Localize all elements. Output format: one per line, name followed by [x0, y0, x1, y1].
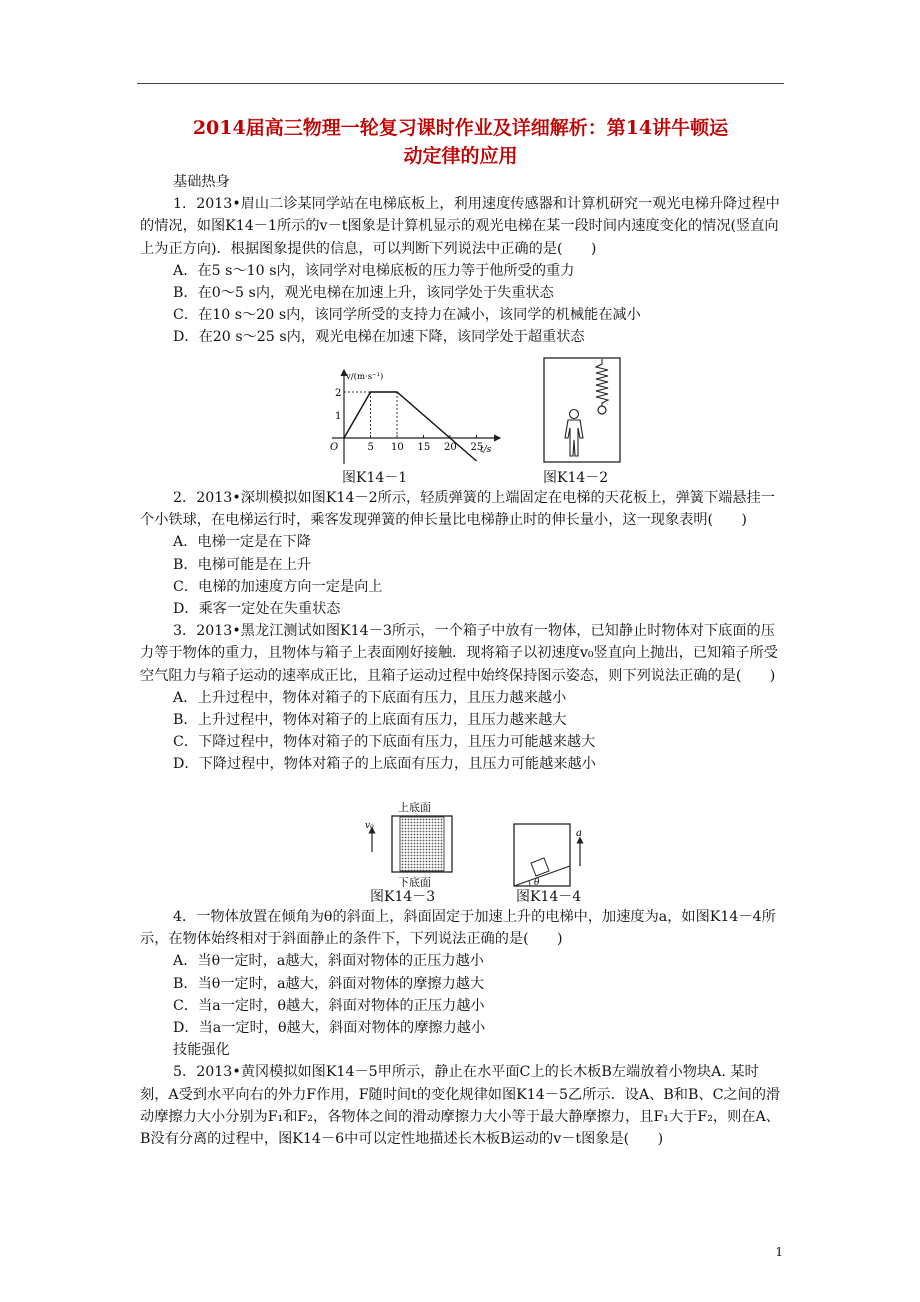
question-1-option-c: C．在10 s～20 s内，该同学所受的支持力在减小，该同学的机械能在减小: [173, 307, 641, 324]
x-tick-label: 20: [444, 442, 457, 453]
question-1-stem: 1．2013•眉山二诊某同学站在电梯底板上，利用速度传感器和计算机研究一观光电梯升降过程中的情况，如图K14－1所示的v－t图象是计算机显示的观光电梯在某一段时间内速度变化的情况(竖直向上为正方向)．根据图象提供的信息，可以判断下列说法中正确的是( ): [140, 196, 780, 257]
x-tick-label: 25: [470, 442, 484, 453]
question-2-option-c: C．电梯的加速度方向一定是向上: [173, 578, 383, 595]
question-3-stem: 3．2013•黑龙江测试如图K14－3所示，一个箱子中放有一物体，已知静止时物体对下底面的压力等于物体的重力，且物体与箱子上表面刚好接触．现将箱子以初速度v₀竖直向上抛出，已知箱子所受空气阻力与箱子运动的速率成正比，且箱子运动过程中始终保持图示姿态，则下列说法正确的是( ): [140, 623, 778, 684]
box-figure: [362, 800, 472, 890]
question-3-option-d: D．下降过程中，物体对箱子的上底面有压力，且压力可能越来越小: [173, 756, 596, 773]
question-block-3: [140, 906, 784, 1150]
incline-figure: [508, 818, 592, 888]
vt-graph-figure: [320, 364, 505, 468]
question-1-option-b: B．在0～5 s内，观光电梯在加速上升，该同学处于失重状态: [173, 285, 554, 302]
question-block-1: [140, 171, 784, 349]
header-rule: [137, 83, 784, 84]
question-2-stem: 2．2013•深圳模拟如图K14－2所示，轻质弹簧的上端固定在电梯的天花板上，弹簧下端悬挂一个小铁球，在电梯运行时，乘客发现弹簧的伸长量比电梯静止时的伸长量小，这一现象表明( ): [140, 490, 775, 529]
question-2-option-d: D．乘客一定处在失重状态: [173, 601, 341, 618]
question-4-stem: 4．一物体放置在倾角为θ的斜面上，斜面固定于加速上升的电梯中，加速度为a，如图K14－4所示，在物体始终相对于斜面静止的条件下，下列说法正确的是( ): [140, 909, 776, 948]
question-4-option-b: B．当θ一定时，a越大，斜面对物体的摩擦力越大: [173, 975, 485, 992]
x-tick-label: 10: [391, 442, 404, 453]
question-block-2: [140, 487, 784, 776]
question-4-option-c: C．当a一定时，θ越大，斜面对物体的正压力越小: [173, 997, 485, 1014]
page-number: 1: [775, 1245, 783, 1259]
question-1-option-d: D．在20 s～25 s内，观光电梯在加速下降，该同学处于超重状态: [173, 329, 585, 346]
question-5-stem: 5．2013•黄冈模拟如图K14－5甲所示，静止在水平面C上的长木板B左端放着小物块A. 某时刻，A受到水平向右的外力F作用，F随时间t的变化规律如图K14－5乙所示．设A、B和B、C之间的滑动摩擦力大小分别为F₁和F₂，各物体之间的滑动摩擦力大小等于最大静摩擦力，且F₁大于F₂，则在A、B没有分离的过程中，图K14－6中可以定性地描述长木板B运动的v－t图象是( ): [140, 1064, 781, 1148]
title-line-1: 2014届高三物理一轮复习课时作业及详细解析：第14讲牛顿运: [192, 117, 729, 139]
y-axis-label: v/(m·s⁻¹): [346, 372, 384, 382]
question-1-option-a: A．在5 s～10 s内，该同学对电梯底板的压力等于他所受的重力: [173, 262, 575, 279]
y-tick-label-1: 1: [335, 411, 342, 422]
figure-4-caption: 图K14－4: [516, 889, 582, 905]
question-4-option-a: A．当θ一定时，a越大，斜面对物体的正压力越小: [173, 953, 484, 970]
question-3-option-c: C．下降过程中，物体对箱子的下底面有压力，且压力可能越来越大: [173, 734, 596, 751]
section-heading: 基础热身: [173, 174, 230, 190]
origin-label: O: [330, 442, 339, 453]
question-3-option-a: A．上升过程中，物体对箱子的下底面有压力，且压力越来越小: [173, 689, 567, 706]
bottom-surface-label: 下底面: [398, 876, 431, 889]
title-line-2: 动定律的应用: [403, 145, 518, 167]
x-axis-label: t/s: [480, 445, 492, 455]
theta-label: θ: [534, 878, 540, 888]
acceleration-label: a: [576, 828, 582, 839]
iron-ball: [598, 406, 606, 414]
figure-3-caption: 图K14－3: [370, 889, 436, 905]
section-heading-2: 技能强化: [173, 1042, 230, 1059]
page-title: [137, 114, 784, 170]
x-tick-label: 5: [367, 442, 374, 453]
figure-2-caption: 图K14－2: [543, 470, 609, 486]
elevator-frame: [514, 824, 570, 886]
figure-1-caption: 图K14－1: [342, 470, 408, 486]
question-2-option-b: B．电梯可能是在上升: [173, 556, 312, 573]
y-tick-label-2: 2: [335, 388, 342, 399]
question-2-option-a: A．电梯一定是在下降: [173, 534, 311, 551]
elevator-box: [544, 358, 620, 462]
v0-label: v₀: [365, 821, 374, 831]
x-tick-label: 15: [417, 442, 431, 453]
object-in-box: [400, 817, 444, 871]
question-4-option-d: D．当a一定时，θ越大，斜面对物体的摩擦力越小: [173, 1020, 486, 1037]
elevator-spring-figure: [542, 356, 622, 466]
top-surface-label: 上底面: [398, 801, 431, 814]
question-3-option-b: B．上升过程中，物体对箱子的上底面有压力，且压力越来越大: [173, 712, 567, 729]
